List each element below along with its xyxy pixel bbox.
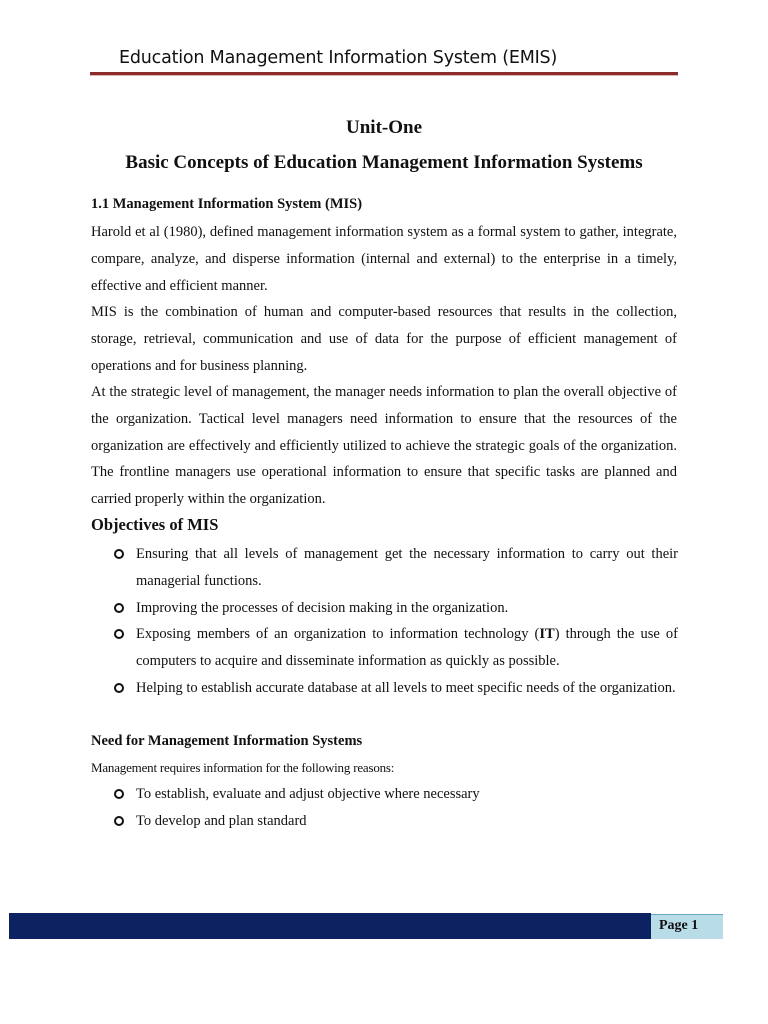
list-item xyxy=(91,675,678,702)
list-item xyxy=(91,808,678,835)
page-title: Basic Concepts of Education Management Information Systems xyxy=(125,152,643,173)
list-item xyxy=(91,621,678,675)
objectives-list xyxy=(91,541,678,702)
hollow-circle-bullet-icon xyxy=(114,549,124,559)
section-heading: 1.1 Management Information System (MIS) xyxy=(91,196,363,212)
list-item xyxy=(91,595,678,622)
list-item xyxy=(91,541,678,595)
paragraph-management-levels: At the strategic level of management, the manager needs information to plan the overall objective of the organization. Tactical level managers need information to ensure that the resources of the organization are effectively and efficiently utilized to achieve the strategic goals of the organization. The frontline managers use operational information to ensure that specific tasks are planned and carried properly within the organization. xyxy=(91,384,677,508)
hollow-circle-bullet-icon xyxy=(114,683,124,693)
list-item-text: To establish, evaluate and adjust objective where necessary xyxy=(136,786,480,802)
objectives-heading: Objectives of MIS xyxy=(91,515,219,534)
footer-bar xyxy=(9,913,651,939)
list-item-text-before: Exposing members of an organization to information technology ( xyxy=(136,626,540,643)
list-item-text-after: ) through the use of computers to acquire and disseminate information as quickly as possible. xyxy=(136,626,678,670)
hollow-circle-bullet-icon xyxy=(114,629,124,639)
needs-list xyxy=(91,781,678,835)
header-divider xyxy=(90,72,678,75)
list-item xyxy=(91,781,678,808)
list-item-text xyxy=(136,626,678,669)
needs-intro: Management requires information for the following reasons: xyxy=(91,760,395,775)
paragraph-combination: MIS is the combination of human and computer-based resources that results in the collection, storage, retrieval, communication and use of data for the purpose of efficient management of operations and for business planning. xyxy=(91,304,677,374)
hollow-circle-bullet-icon xyxy=(114,816,124,826)
list-item-text: Improving the processes of decision making in the organization. xyxy=(136,599,509,616)
hollow-circle-bullet-icon xyxy=(114,789,124,799)
hollow-circle-bullet-icon xyxy=(114,603,124,613)
paragraph-definition: Harold et al (1980), defined management information system as a formal system to gather, integrate, compare, analyze, and disperse information (internal and external) to the enterprise in a timely, effective and efficient manner. xyxy=(91,224,677,294)
list-item-text-bold: IT xyxy=(539,626,555,643)
unit-title: Unit-One xyxy=(346,117,422,138)
header-title: Education Management Information System (EMIS) xyxy=(119,48,558,68)
page-number: Page 1 xyxy=(659,918,699,933)
list-item-text: Helping to establish accurate database at all levels to meet specific needs of the organization. xyxy=(136,679,676,696)
list-item-text: To develop and plan standard xyxy=(136,812,307,829)
needs-heading: Need for Management Information Systems xyxy=(91,733,363,749)
list-item-text: Ensuring that all levels of management get the necessary information to carry out their managerial functions. xyxy=(136,546,678,589)
